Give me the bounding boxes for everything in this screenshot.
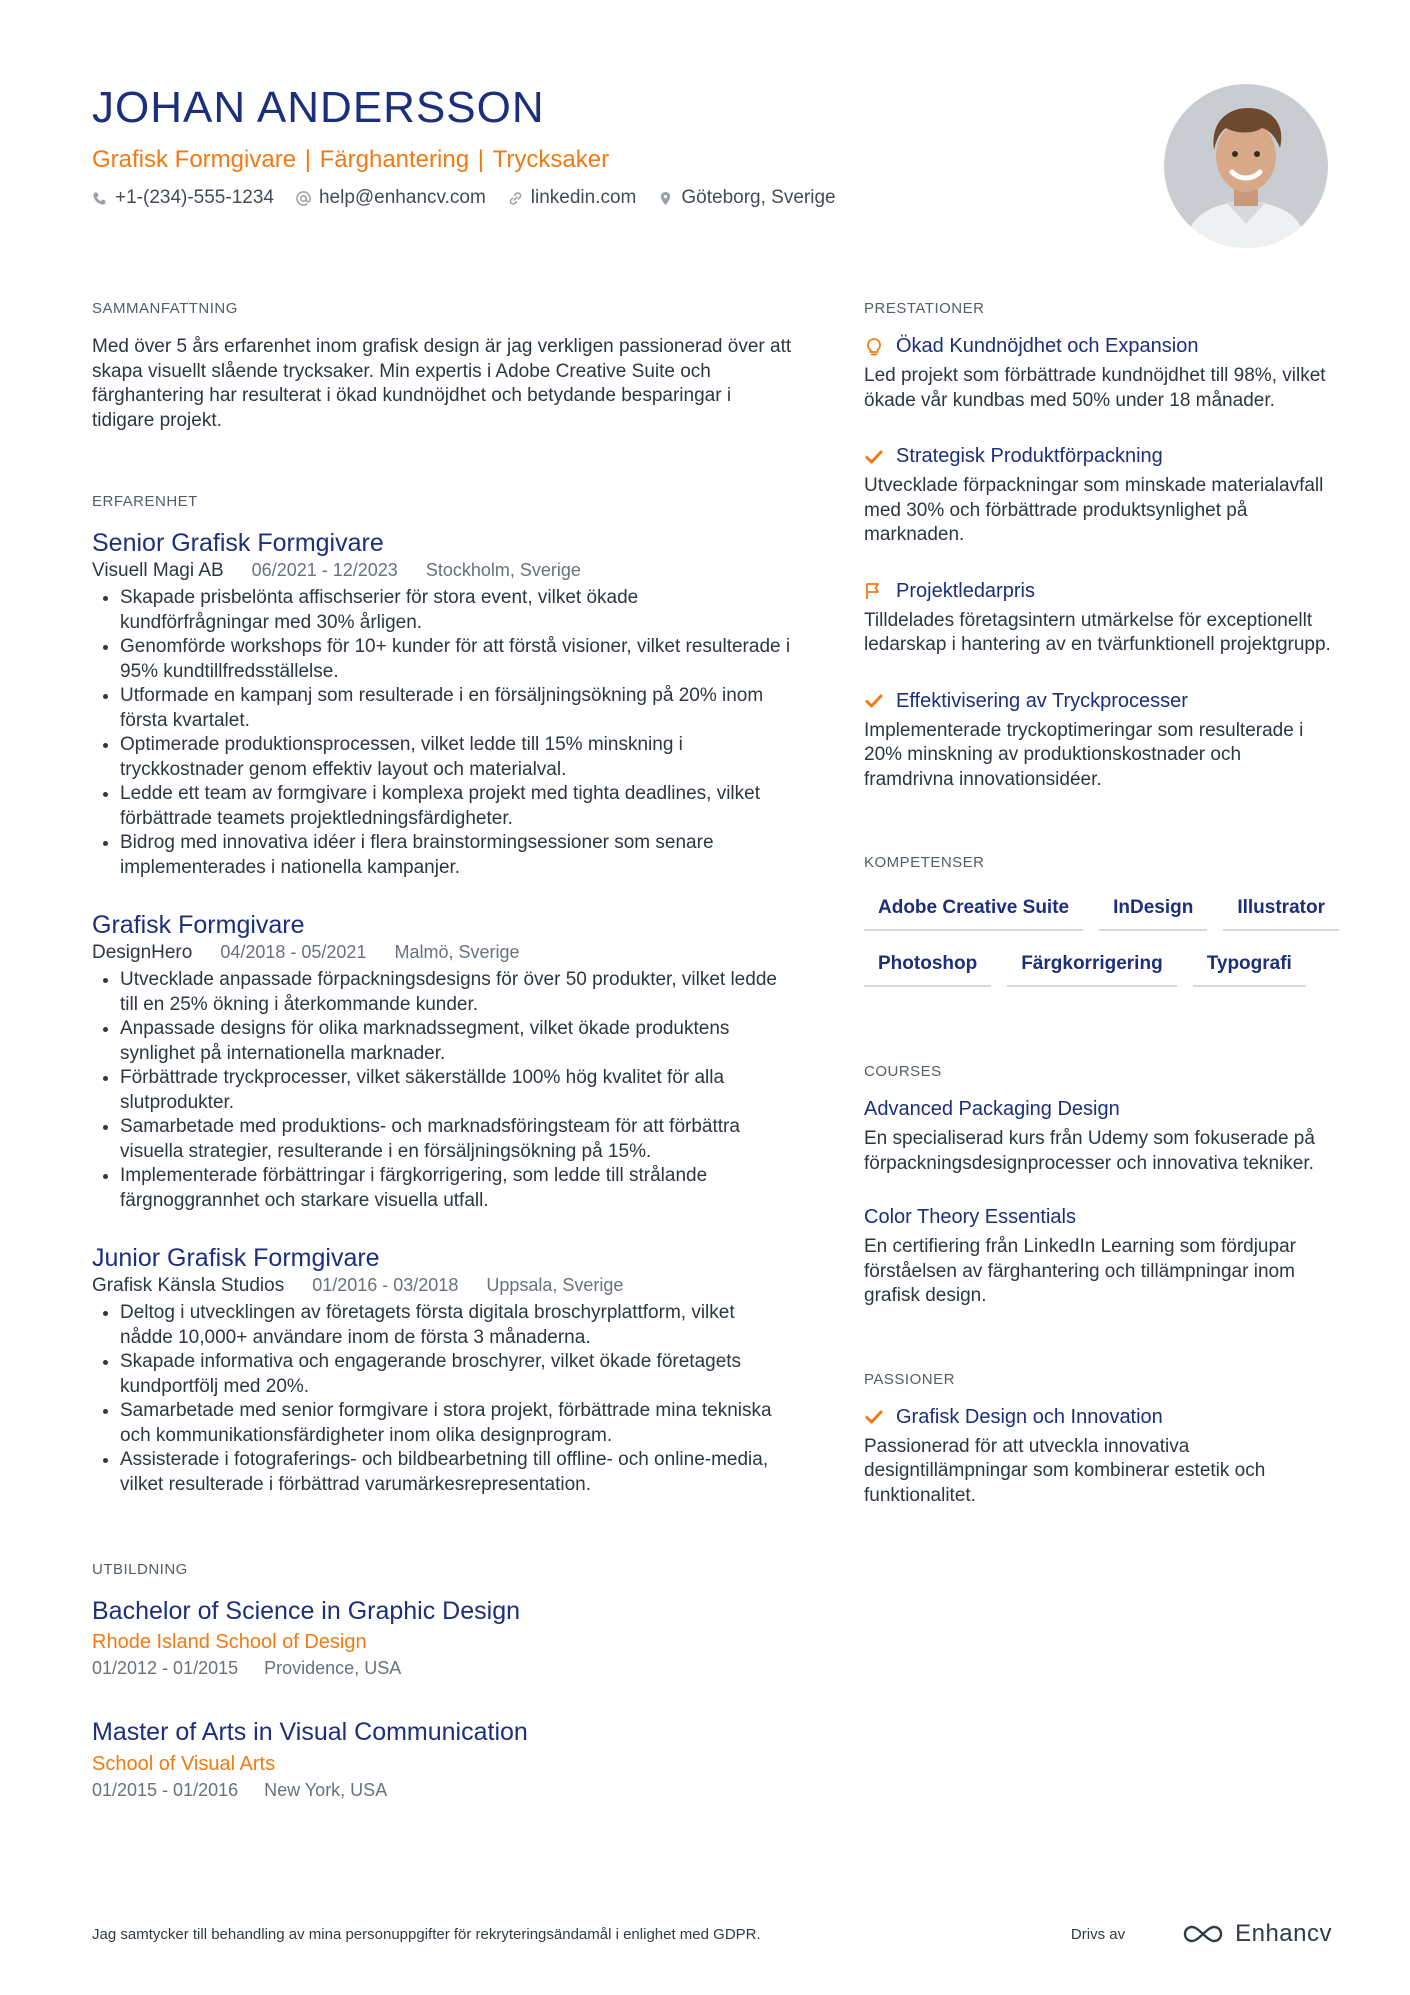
skill-tag: Photoshop [864,945,991,987]
achievement-text: Utvecklade förpackningar som minskade materialavfall med 30% och förbättrade produktsynlighet på marknaden. [864,475,1324,545]
education-heading: UTBILDNING [92,1561,188,1578]
resume-header [92,84,1132,209]
experience-heading: ERFARENHET [92,493,198,510]
checkmark-icon [864,691,884,711]
achievement-entry [864,580,1334,658]
course-text: En certifiering från LinkedIn Learning som fördjupar förståelsen av färghantering och tillämpningar inom grafisk design. [864,1236,1296,1306]
education-entry [92,1596,792,1679]
job-title: Senior Grafisk Formgivare [92,529,384,557]
job-date: 01/2016 - 03/2018 [312,1275,459,1295]
achievement-title: Ökad Kundnöjdhet och Expansion [896,335,1199,357]
job-date: 06/2021 - 12/2023 [251,560,398,580]
education-date: 01/2015 - 01/2016 [92,1779,239,1800]
skill-tag: Illustrator [1223,889,1339,931]
course-title: Advanced Packaging Design [864,1098,1120,1120]
job-meta [92,1275,792,1297]
job-date: 04/2018 - 05/2021 [220,942,367,962]
achievement-header [864,335,1334,358]
job-company: Grafisk Känsla Studios [92,1275,285,1296]
email-text: help@enhancv.com [318,187,486,209]
job-bullet: • Genomförde workshops för 10+ kunder för att förstå visioner, vilket resulterade i 95% kundtillfredsställelse. [120,635,792,684]
achievement-text: Tilldelades företagsintern utmärkelse för exceptionellt ledarskap i hantering av en tvärfunktionell projektgrupp. [864,609,1331,655]
skills-section [864,854,1334,987]
enhancv-logo-icon [1181,1923,1225,1945]
courses-heading: COURSES [864,1063,942,1080]
profile-photo [1164,84,1328,248]
job-bullet: • Samarbetade med produktions- och marknadsföringsteam för att förbättra visuella strategier, resulterande i en försäljningsökning på 15%. [120,1115,792,1164]
achievement-text: Led projekt som förbättrade kundnöjdhet till 98%, vilket ökade vår kundbas med 50% under 18 månader. [864,365,1326,411]
phone-icon [92,191,107,206]
education-degree: Bachelor of Science in Graphic Design [92,1597,521,1625]
achievements-heading: PRESTATIONER [864,300,985,317]
headline-role-2: Färghantering [319,146,470,174]
skill-tag: InDesign [1099,889,1207,931]
achievement-header [864,445,1334,468]
job-location: Uppsala, Sverige [486,1275,624,1295]
passion-entry [864,1406,1334,1509]
flag-icon [864,581,884,601]
brand-name: Enhancv [1235,1920,1332,1947]
contact-row [92,187,1132,209]
education-meta [92,1658,792,1679]
passions-section [864,1371,1334,1509]
job-location: Stockholm, Sverige [425,560,581,580]
job-bullet: • Skapade prisbelönta affischserier för stora event, vilket ökade kundförfrågningar med 30% årligen. [120,586,792,635]
job-bullet: • Bidrog med innovativa idéer i flera brainstormingsessioner som senare implementerades i nationella kampanjer. [120,831,792,880]
location-text: Göteborg, Sverige [681,187,836,209]
experience-section [92,493,792,1497]
course-text: En specialiserad kurs från Udemy som fokuserade på förpackningsdesignprocesser och innovativa tekniker. [864,1128,1315,1174]
summary-text: Med över 5 års erfarenhet inom grafisk design är jag verkligen passionerad över att skapa visuellt slående trycksaker. Min expertis i Adobe Creative Suite och färghantering har resulterat i ökad kundnöjdhet och betydande besparingar i tidigare projekt. [92,336,792,431]
passion-text: Passionerad för att utveckla innovativa designtillämpningar som kombinerar estetik och funktionalitet. [864,1435,1266,1506]
achievement-text: Implementerade tryckoptimeringar som resulterade i 20% minskning av produktionskostnader och framdrivna innovationsidéer. [864,719,1304,790]
courses-section [864,1063,1334,1309]
education-location: New York, USA [264,1779,388,1800]
education-date: 01/2012 - 01/2015 [92,1658,239,1679]
skills-list [864,889,1344,987]
contact-email[interactable] [296,187,486,209]
course-title: Color Theory Essentials [864,1206,1076,1228]
phone-text: +1-(234)-555-1234 [115,187,274,209]
achievement-header [864,690,1334,713]
education-degree: Master of Arts in Visual Communication [92,1718,528,1747]
skills-heading: KOMPETENSER [864,854,985,871]
job-bullet: • Anpassade designs för olika marknadssegment, vilket ökade produktens synlighet på internationella marknader. [120,1017,792,1066]
education-section [92,1561,792,1801]
job-bullet: • Ledde ett team av formgivare i komplexa projekt med tighta deadlines, vilket förbättrade teamets projektledningsfärdigheter. [120,782,792,831]
education-school: Rhode Island School of Design [92,1631,367,1654]
powered-by [1071,1920,1332,1948]
job-bullet: • Skapade informativa och engagerande broschyrer, vilket ökade företagets kundportfölj med 20%. [120,1350,792,1399]
headline-role-1: Grafisk Formgivare [92,146,297,174]
lightbulb-icon [864,337,884,357]
left-column [92,300,792,1839]
education-location: Providence, USA [264,1658,402,1679]
headline: Grafisk Formgivare | Färghantering | Trycksaker [92,146,610,174]
summary-section [92,300,792,433]
summary-heading: SAMMANFATTNING [92,300,238,317]
job-company: Visuell Magi AB [92,560,224,581]
job-bullet: • Optimerade produktionsprocessen, vilket ledde till 15% minskning i tryckkostnader genom effektiv layout och materialval. [120,733,792,782]
skill-tag: Färgkorrigering [1007,945,1176,987]
job-title: Junior Grafisk Formgivare [92,1244,380,1272]
powered-by-label: Drivs av [1070,1925,1126,1943]
achievement-entry [864,445,1334,548]
job-bullet: • Samarbetade med senior formgivare i stora projekt, förbättrade mina tekniska och kommunikationsfärdigheter inom olika designprogram. [120,1399,792,1448]
skill-tag: Typografi [1193,945,1306,987]
headline-role-3: Trycksaker [492,146,610,174]
achievement-title: Strategisk Produktförpackning [896,445,1163,467]
education-school: School of Visual Arts [92,1752,276,1775]
achievements-section [864,300,1334,792]
passion-title: Grafisk Design och Innovation [896,1405,1163,1428]
course-entry [864,1098,1334,1176]
contact-phone[interactable] [92,187,274,209]
contact-location [658,187,835,209]
gdpr-consent: Jag samtycker till behandling av mina personuppgifter för rekryteringsändamål i enlighet med GDPR. [92,1925,761,1943]
job-location: Malmö, Sverige [394,942,520,962]
job-bullet: • Utvecklade anpassade förpackningsdesigns för över 50 produkter, vilket ledde till en 25% ökning i återkommande kunder. [120,968,792,1017]
job-entry [92,910,792,1213]
job-bullet: • Förbättrade tryckprocesser, vilket säkerställde 100% hög kvalitet för alla slutprodukter. [120,1066,792,1115]
job-meta [92,942,792,964]
education-entry [92,1717,792,1800]
job-bullets [92,968,792,1213]
contact-linkedin[interactable] [508,187,637,209]
job-bullet: • Utformade en kampanj som resulterade i en försäljningsökning på 20% inom första kvartalet. [120,684,792,733]
job-title: Grafisk Formgivare [92,911,305,939]
course-entry [864,1206,1334,1309]
location-pin-icon [658,191,673,206]
job-bullet: • Implementerade förbättringar i färgkorrigering, som ledde till strålande färgnoggrannhet och starkare visuella utfall. [120,1164,792,1213]
achievement-header [864,580,1334,603]
link-icon [508,191,523,206]
job-company: DesignHero [92,942,193,963]
right-column [864,300,1334,1546]
footer [92,1920,1332,1948]
achievement-title: Projektledarpris [896,579,1035,602]
job-bullets [92,1301,792,1497]
job-entry [92,528,792,880]
at-icon [296,191,311,206]
achievement-entry [864,690,1334,793]
job-bullet: • Deltog i utvecklingen av företagets första digitala broschyrplattform, vilket nådde 10,000+ användare inom de första 3 månaderna. [120,1301,792,1350]
job-meta [92,560,792,582]
candidate-name: JOHAN ANDERSSON [92,83,545,132]
brand-logo[interactable] [1181,1920,1332,1948]
achievement-title: Effektivisering av Tryckprocesser [896,689,1188,712]
checkmark-icon [864,447,884,467]
education-meta [92,1780,792,1801]
job-entry [92,1243,792,1497]
achievement-entry [864,335,1334,413]
job-bullet: • Assisterade i fotograferings- och bildbearbetning till offline- och online-media, vilket resulterade i förbättrad varumärkesrepresentation. [120,1448,792,1497]
job-bullets [92,586,792,880]
linkedin-text: linkedin.com [530,187,637,209]
passion-header [864,1406,1334,1429]
checkmark-icon [864,1407,884,1427]
passions-heading: PASSIONER [864,1370,955,1388]
skill-tag: Adobe Creative Suite [864,889,1083,931]
